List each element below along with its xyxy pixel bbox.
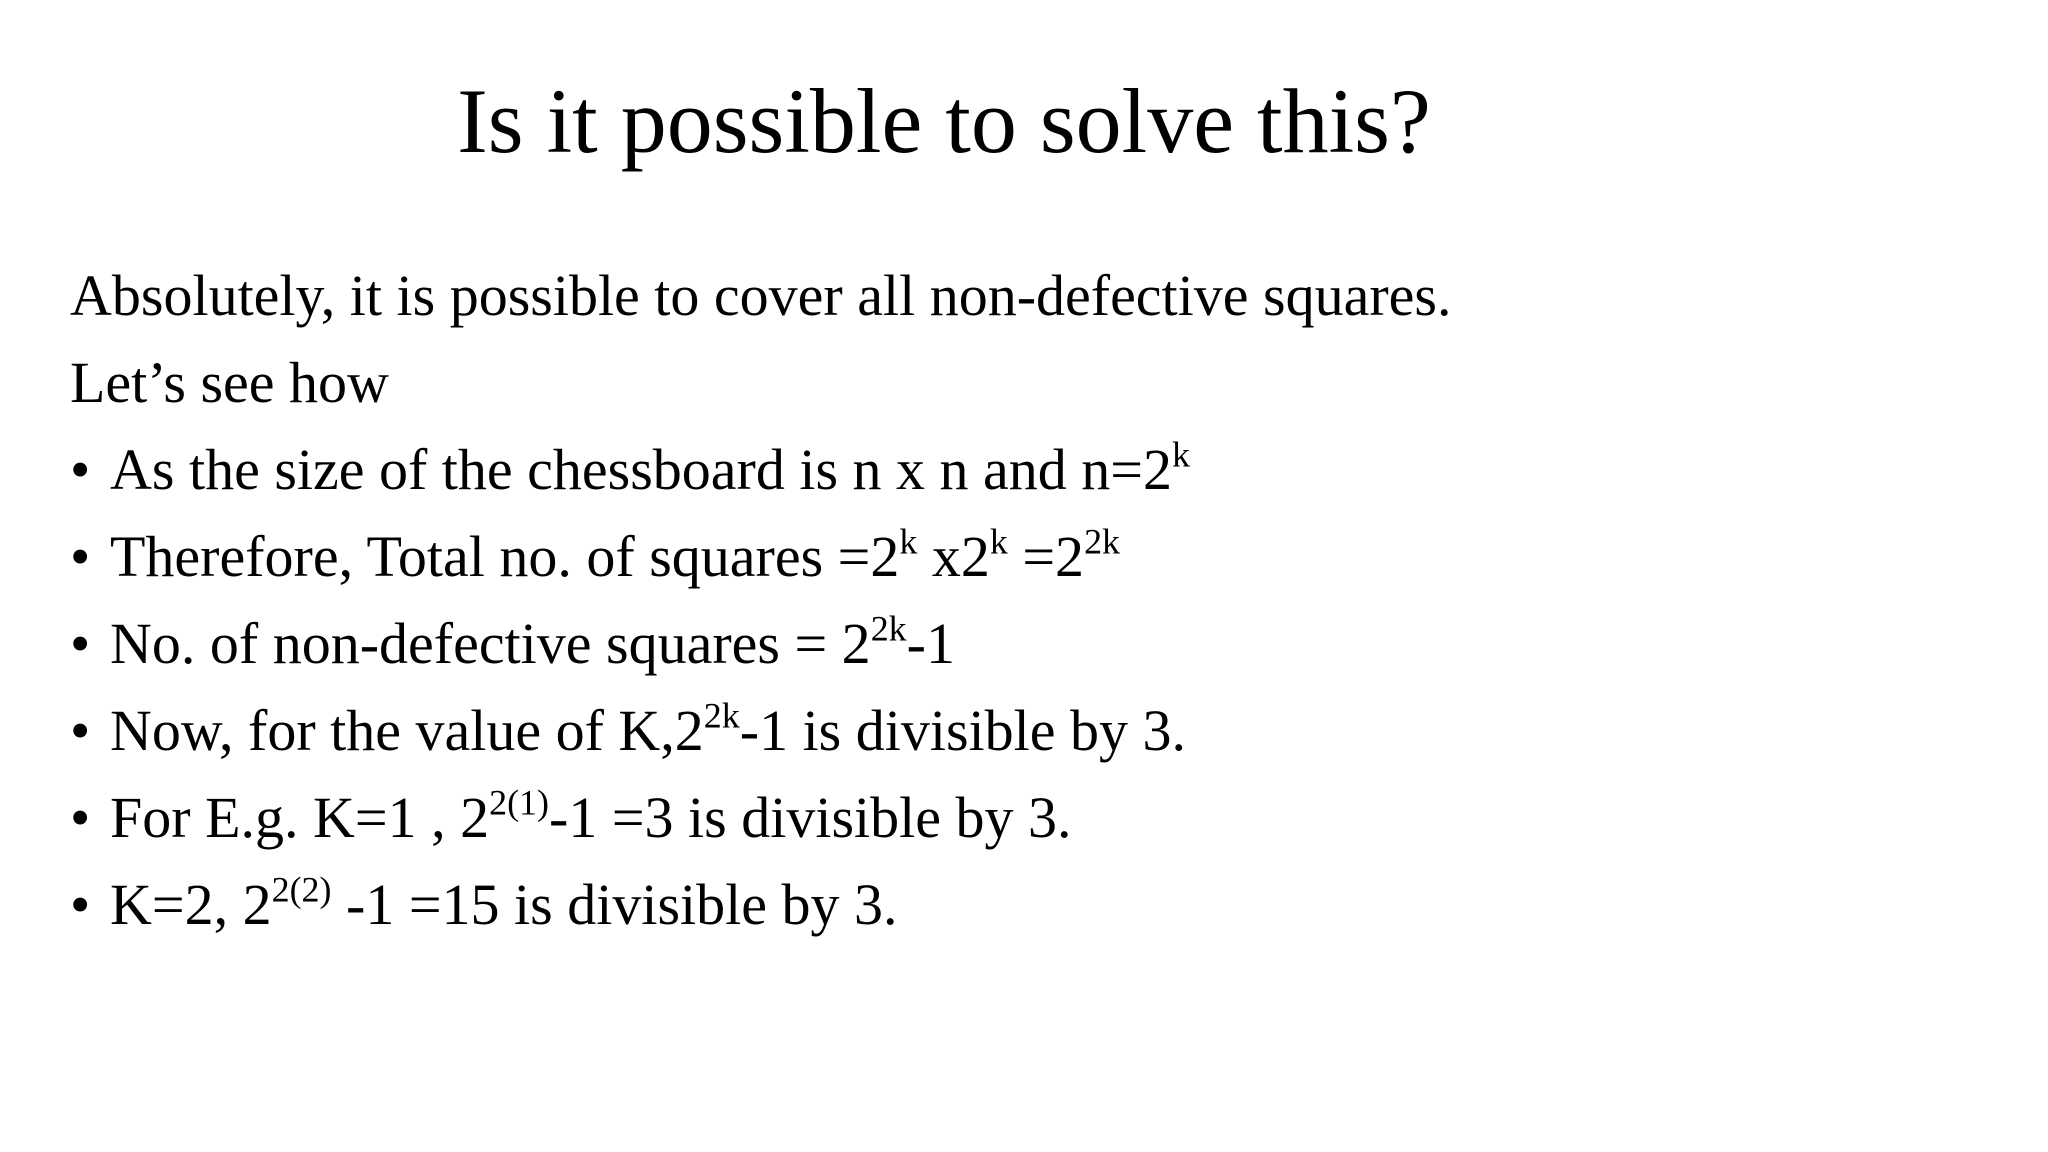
bullet-text: -1 is divisible by 3.: [739, 698, 1187, 763]
bullet-item-non-defective: [70, 600, 1970, 687]
bullet-icon: •: [70, 524, 91, 589]
bullet-text: -1 =3 is divisible by 3.: [549, 785, 1072, 850]
superscript: 2k: [703, 695, 740, 736]
bullet-text: As the size of the chessboard is n x n and n=2: [110, 437, 1172, 502]
lead-in-paragraph: Let’s see how: [70, 350, 389, 415]
bullet-item-example-k2: [70, 861, 1970, 948]
bullet-icon: •: [70, 437, 91, 502]
superscript: 2(2): [271, 869, 332, 910]
bullet-item-example-k1: [70, 774, 1970, 861]
bullet-icon: •: [70, 611, 91, 676]
bullet-icon: •: [70, 785, 91, 850]
slide-body: [70, 252, 1970, 948]
superscript: k: [899, 521, 918, 562]
bullet-text: x2: [917, 524, 990, 589]
bullet-text: K=2, 2: [110, 872, 272, 937]
bullet-item-board-size: [70, 426, 1970, 513]
superscript: 2(1): [489, 782, 550, 823]
superscript: 2k: [1084, 521, 1121, 562]
bullet-item-total-squares: [70, 513, 1970, 600]
bullet-text: No. of non-defective squares = 2: [110, 611, 871, 676]
bullet-text: -1: [906, 611, 955, 676]
bullet-text: =2: [1007, 524, 1085, 589]
intro-paragraph: Absolutely, it is possible to cover all non-defective squares.: [70, 263, 1452, 328]
bullet-item-divisibility: [70, 687, 1970, 774]
slide-title: Is it possible to solve this?: [457, 70, 1431, 172]
bullet-icon: •: [70, 698, 91, 763]
bullet-text: Therefore, Total no. of squares =2: [110, 524, 900, 589]
superscript: k: [1171, 434, 1190, 475]
superscript: 2k: [870, 608, 907, 649]
bullet-icon: •: [70, 872, 91, 937]
bullet-text: For E.g. K=1 , 2: [110, 785, 490, 850]
bullet-text: -1 =15 is divisible by 3.: [331, 872, 898, 937]
superscript: k: [989, 521, 1008, 562]
bullet-text: Now, for the value of K,2: [110, 698, 704, 763]
